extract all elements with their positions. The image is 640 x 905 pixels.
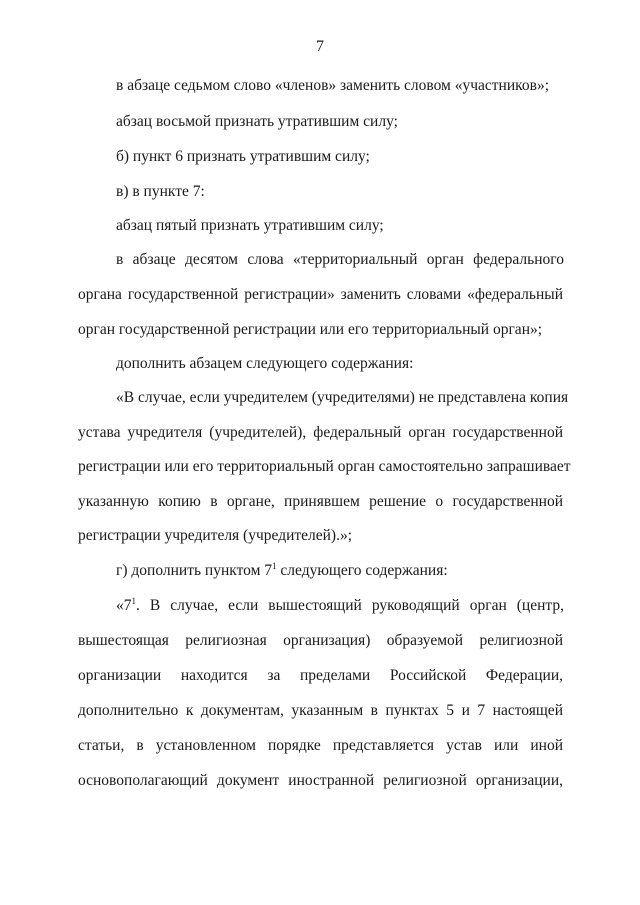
text-line: в) в пункте 7: [116, 183, 205, 200]
text-line: вышестоящая религиозная организация) образуемой религиозной [78, 632, 563, 649]
text-line: б) пункт 6 признать утратившим силу; [116, 148, 370, 165]
text-line: дополнительно к документам, указанным в пунктах 5 и 7 настоящей [78, 702, 563, 719]
superscript: 1 [131, 596, 136, 606]
text-line: в абзаце десятом слова «территориальный орган федерального [116, 251, 564, 268]
text-line: «В случае, если учредителем (учредителями) не представлена копия [116, 389, 569, 406]
text-run: г) дополнить пунктом 7 [116, 562, 273, 579]
text-line: абзац пятый признать утратившим силу; [116, 217, 384, 234]
text-run: следующего содержания: [276, 562, 448, 579]
text-line: основополагающий документ иностранной религиозной организации, [78, 772, 563, 789]
text-line [116, 596, 564, 616]
text-line: абзац восьмой признать утратившим силу; [116, 113, 398, 130]
text-line: организации находится за пределами Российской Федерации, [78, 667, 563, 684]
text-line: указанную копию в органе, принявшем решение о государственной [78, 493, 563, 510]
text-line: в абзаце седьмом слово «членов» заменить словом «участников»; [116, 77, 550, 94]
text-line: органа государственной регистрации» заменить словами «федеральный [78, 286, 563, 303]
text-run: . В случае, если вышестоящий руководящий орган (центр, [136, 597, 564, 614]
page-number: 7 [316, 38, 324, 55]
text-line: устава учредителя (учредителей), федеральный орган государственной [78, 424, 563, 441]
text-line: статьи, в установленном порядке представляется устав или иной [78, 737, 563, 754]
superscript: 1 [272, 561, 277, 571]
text-line: регистрации или его территориальный орган самостоятельно запрашивает [78, 458, 571, 475]
text-run: «7 [116, 597, 132, 614]
text-line: дополнить абзацем следующего содержания: [116, 355, 414, 372]
text-line [116, 561, 448, 581]
text-line: орган государственной регистрации или его территориальный орган»; [78, 321, 543, 338]
text-line: регистрации учредителя (учредителей).»; [78, 527, 353, 544]
